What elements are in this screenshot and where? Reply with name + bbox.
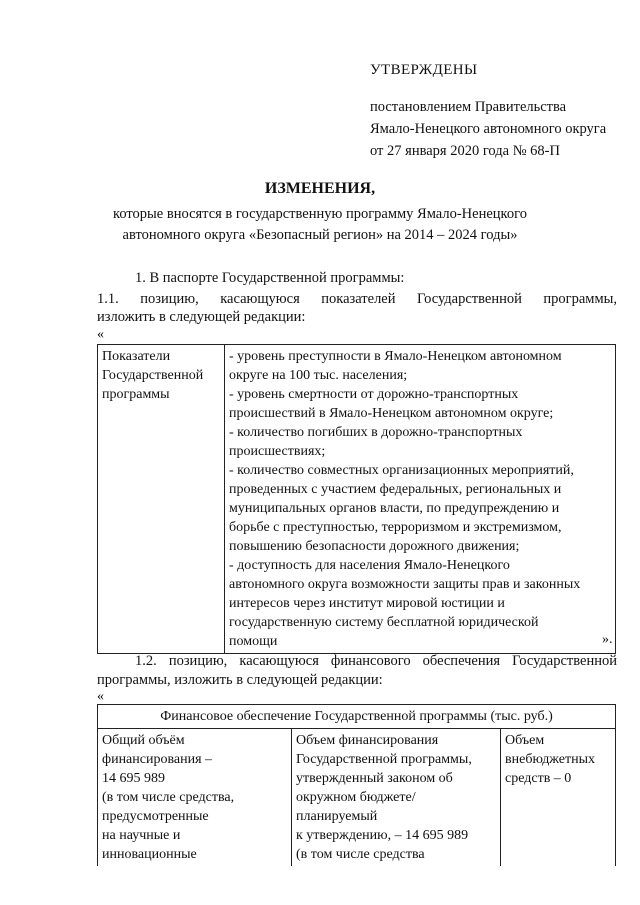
item-1-1-line1: 1.1. позицию, касающуюся показателей Государственной программы, (97, 291, 617, 307)
cell-line: Объем (505, 733, 545, 748)
cell-line: Объем финансирования (296, 733, 439, 748)
decree-line: Ямало-Ненецкого автономного округа (370, 121, 607, 137)
cell-line: внебюджетных (505, 752, 596, 767)
item-1-2-line2: программы, изложить в следующей редакции: (97, 672, 383, 688)
cell-line: окружном бюджете/ (296, 790, 416, 805)
item-1-1-line2: изложить в следующей редакции: (97, 309, 306, 325)
decree-reference (370, 96, 606, 162)
indicator-line: - уровень преступности в Ямало-Ненецком автономном (229, 349, 562, 364)
document-subtitle (0, 204, 640, 246)
table-row (98, 345, 616, 654)
approval-stamp-heading: УТВЕРЖДЕНЫ (370, 62, 478, 78)
indicator-line: - количество погибших в дорожно-транспортных (229, 425, 523, 440)
decree-line: постановлением Правительства (370, 99, 567, 115)
close-quote: ». (602, 632, 613, 647)
cell-line: планируемый (296, 809, 378, 824)
subtitle-line: которые вносятся в государственную программу Ямало-Ненецкого (113, 206, 527, 222)
indicators-value-cell (225, 345, 616, 654)
label-line: Государственной (102, 368, 204, 383)
cell-line: средств – 0 (505, 771, 572, 786)
cell-line: предусмотренные (102, 809, 209, 824)
finance-budget-cell (292, 729, 501, 867)
indicator-line: округе на 100 тыс. населения; (229, 368, 408, 383)
indicator-line: - доступность для населения Ямало-Ненецкого (229, 558, 510, 573)
cell-line: на научные и (102, 828, 181, 843)
finance-table (97, 704, 616, 866)
cell-line: Общий объём (102, 733, 185, 748)
indicator-line: - количество совместных организационных мероприятий, (229, 463, 574, 478)
indicator-line: - уровень смертности от дорожно-транспортных (229, 387, 519, 402)
open-quote-2: « (97, 689, 104, 704)
indicator-line: борьбе с преступностью, терроризмом и экстремизмом, (229, 520, 562, 535)
indicator-line: проведенных с участием федеральных, региональных и (229, 482, 562, 497)
indicator-line: помощи (229, 634, 278, 649)
label-line: программы (102, 387, 170, 402)
table-row (98, 729, 616, 867)
indicators-label-cell (98, 345, 225, 654)
table-row (98, 705, 616, 729)
finance-table-header: Финансовое обеспечение Государственной программы (тыс. руб.) (98, 705, 616, 729)
cell-line: 14 695 989 (102, 771, 165, 786)
indicator-line: автономного округа возможности защиты прав и законных (229, 577, 581, 592)
indicator-line: интересов через институт мировой юстиции и (229, 596, 505, 611)
label-line: Показатели (102, 349, 171, 364)
finance-total-cell (98, 729, 292, 867)
section-1-heading: 1. В паспорте Государственной программы: (135, 270, 405, 286)
cell-line: инновационные (102, 847, 197, 862)
indicator-line: происшествиях; (229, 444, 326, 459)
item-1-2-line1: 1.2. позицию, касающуюся финансового обеспечения Государственной (135, 653, 617, 669)
cell-line: к утверждению, – 14 695 989 (296, 828, 469, 843)
indicator-line: происшествий в Ямало-Ненецком автономном округе; (229, 406, 554, 421)
document-title: ИЗМЕНЕНИЯ, (264, 180, 376, 197)
cell-line: (в том числе средства (296, 847, 425, 862)
cell-line: финансирования – (102, 752, 213, 767)
decree-line: от 27 января 2020 года № 68-П (370, 143, 560, 159)
indicator-line: муниципальных органов власти, по предупреждению и (229, 501, 560, 516)
indicator-line: государственную систему бесплатной юридической (229, 615, 539, 630)
cell-line: утвержденный законом об (296, 771, 453, 786)
open-quote: « (97, 327, 104, 342)
subtitle-line: автономного округа «Безопасный регион» на 2014 – 2024 годы» (122, 227, 518, 243)
indicator-line: повышению безопасности дорожного движения; (229, 539, 520, 554)
cell-line: (в том числе средства, (102, 790, 235, 805)
indicators-table (97, 344, 616, 654)
finance-offbudget-cell (501, 729, 616, 867)
cell-line: Государственной программы, (296, 752, 472, 767)
